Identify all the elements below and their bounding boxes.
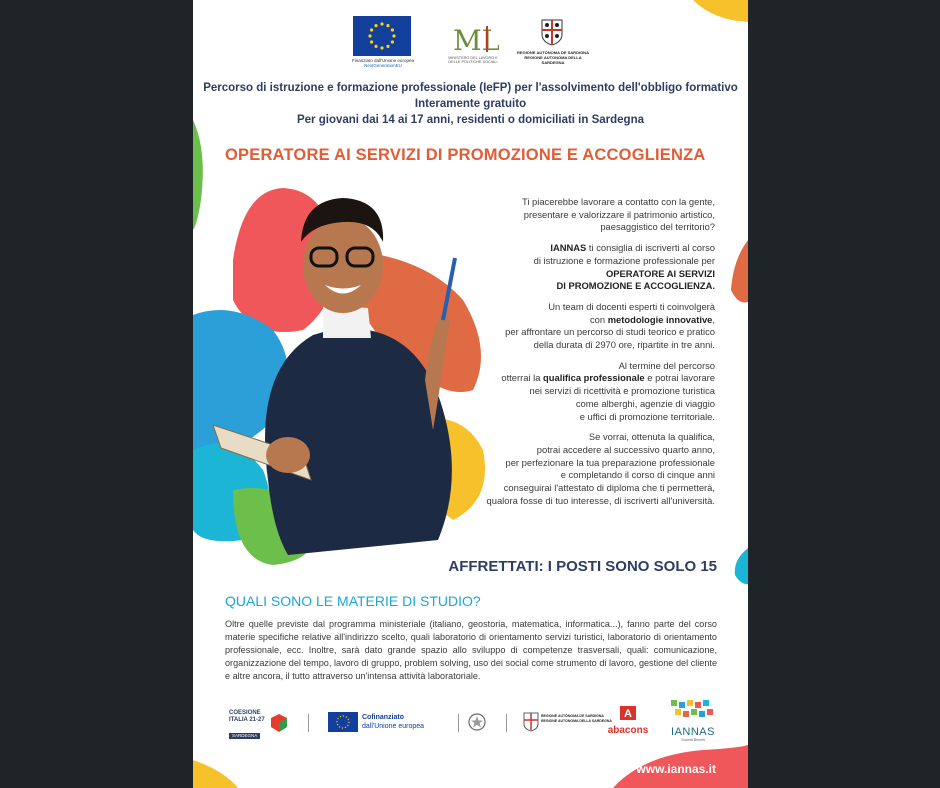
footer-logos <box>223 704 723 744</box>
coesione-line2: ITALIA 21-27 <box>229 717 265 723</box>
cofinanziato-eu-logo <box>328 712 448 734</box>
sardinia-crest-icon <box>541 18 563 46</box>
abacons-a-icon <box>620 706 636 720</box>
p2-line1: ti consiglia di iscriverti al corso <box>586 242 715 254</box>
p4-line3: nei servizi di ricettività e promozione turistica <box>529 385 715 397</box>
p5-line3: per perfezionare la tua preparazione professionale <box>505 456 715 468</box>
ras-small-line2: REGIONE AUTONOMA DELLA SARDEGNA <box>541 718 612 723</box>
blob-top-yellow <box>693 0 748 22</box>
coesione-line3: SARDEGNA <box>229 733 260 739</box>
cofin-line1: Cofinanziato <box>362 714 404 721</box>
ministero-lavoro-logo <box>447 22 499 56</box>
ras-small-line1: REGIONE AUTÒNOMA DE SARDIGNA <box>541 714 604 718</box>
eu-caption-line2: NextGenerationEU <box>364 63 402 68</box>
iannas-sub: Società Benefit <box>681 738 705 742</box>
ml-caption: MINISTERO DEL LAVORO E DELLE POLITICHE SOCIALI <box>448 56 498 64</box>
p2-bold1: OPERATORE AI SERVIZI <box>605 267 715 279</box>
coesione-italia-logo <box>229 710 289 736</box>
body-paragraph-5 <box>463 431 715 507</box>
p1-line1: Ti piacerebbe lavorare a contatto con la gente, <box>521 196 715 207</box>
p4-line1: Al termine del percorso <box>618 359 715 371</box>
abacons-logo <box>598 706 658 742</box>
p3-line2c: , <box>712 313 715 325</box>
separator <box>308 714 309 732</box>
p5-line4: e completando il corso di cinque anni <box>560 469 715 481</box>
poster <box>193 0 748 788</box>
separator <box>458 714 459 732</box>
p5-line1: Se vorrai, ottenuta la qualifica, <box>588 431 715 443</box>
intro-line3: Per giovani dai 14 ai 17 anni, residenti o domiciliati in Sardegna <box>296 114 645 126</box>
intro-line1: Percorso di istruzione e formazione professionale (IeFP) per l'assolvimento dell'obbligo formativo <box>203 82 738 94</box>
body-paragraph-1 <box>463 196 715 234</box>
iannas-name: IANNAS <box>671 726 715 738</box>
hurry-callout: AFFRETTATI: I POSTI SONO SOLO 15 <box>448 558 717 575</box>
website-link[interactable]: www.iannas.it <box>636 762 716 776</box>
sardinia-crest-small-icon <box>523 712 539 732</box>
intro-line2: Interamente gratuito <box>414 98 527 110</box>
student-illustration <box>193 180 503 570</box>
eu-flag-small-icon <box>328 712 358 732</box>
p3-line2a: con <box>589 313 608 325</box>
ras-caption-line1: REGIONE AUTÒNOMA DE SARDIGNA <box>517 50 589 55</box>
p2-bold2: DI PROMOZIONE E ACCOGLIENZA. <box>556 280 715 292</box>
p4-line4: come alberghi, agenzie di viaggio <box>575 397 715 409</box>
p5-line6: qualora fosse di tuo interesse, di iscriverti all'università. <box>486 494 715 506</box>
coesione-cube-icon <box>271 714 287 732</box>
p3-line2b: metodologie innovative <box>607 313 713 325</box>
ras-caption-line2: REGIONE AUTONOMA DELLA SARDEGNA <box>524 55 582 65</box>
p2-brand: IANNAS <box>550 242 587 254</box>
eu-flag-icon <box>353 16 411 56</box>
p5-line2: potrai accedere al successivo quarto anno, <box>536 443 715 455</box>
ras-caption <box>513 50 593 65</box>
course-description <box>463 196 715 515</box>
svg-text:A: A <box>624 708 632 720</box>
p1-line3: paesaggistico del territorio? <box>600 221 715 233</box>
iannas-mosaic-icon <box>671 700 715 722</box>
p5-line5: conseguirai l'attestato di diploma che ti permetterà, <box>503 482 715 494</box>
blob-bottom-left-yellow <box>193 760 238 788</box>
subjects-heading: QUALI SONO LE MATERIE DI STUDIO? <box>225 593 481 609</box>
eu-caption <box>345 58 421 68</box>
blob-right-orange <box>731 240 748 303</box>
body-paragraph-2 <box>463 242 715 293</box>
ml-mark: ML <box>453 24 499 56</box>
header-logos <box>353 16 593 66</box>
p2-line2: di istruzione e formazione professionale per <box>533 254 715 266</box>
cofin-line2: dall'Unione europea <box>362 723 425 730</box>
p3-line3: per affrontare un percorso di studi teorico e pratico <box>505 326 715 338</box>
p3-line1: Un team di docenti esperti ti coinvolgerà <box>548 300 715 312</box>
body-paragraph-3 <box>463 301 715 352</box>
p1-line2: presentare e valorizzare il patrimonio artistico, <box>523 208 715 220</box>
p3-line4: della durata di 2970 ore, ripartite in tre anni. <box>533 339 715 351</box>
intro-block <box>203 80 738 128</box>
coesione-line1: COESIONE <box>229 710 261 716</box>
p4-line2a: otterrai la <box>501 372 544 384</box>
p4-line2b: qualifica professionale <box>543 372 645 384</box>
course-title: OPERATORE AI SERVIZI DI PROMOZIONE E ACCOGLIENZA <box>225 146 706 164</box>
subjects-paragraph: Oltre quelle previste dal programma ministeriale (italiano, geostoria, matematica, informatica...), fanno parte del corso materie specifiche relative all'indirizzo scelto, quali laboratorio di orientamento servizi turistici, laboratorio di orientamento professionale, ecc. Inoltre, sarà dato grande spazio allo sviluppo di competenze trasversali, quali: comunicazione, organizzazione del tempo, lavoro di gruppo, problem solving, uso dei social come strumento di lavoro, gestione del cliente e altre ancora, il tutto attraverso un'intensa attività laboratoriale. <box>225 619 717 681</box>
iannas-logo <box>663 700 723 744</box>
p4-line5: e uffici di promozione territoriale. <box>579 410 715 422</box>
italian-republic-emblem-icon <box>468 712 486 732</box>
body-paragraph-4 <box>463 360 715 424</box>
eu-caption-line1: Finanziato dall'Unione europea <box>352 58 414 63</box>
abacons-name: abacons <box>607 725 649 736</box>
blob-right-cyan <box>735 548 748 584</box>
separator <box>506 714 507 732</box>
p4-line2c: e potrai lavorare <box>644 372 715 384</box>
